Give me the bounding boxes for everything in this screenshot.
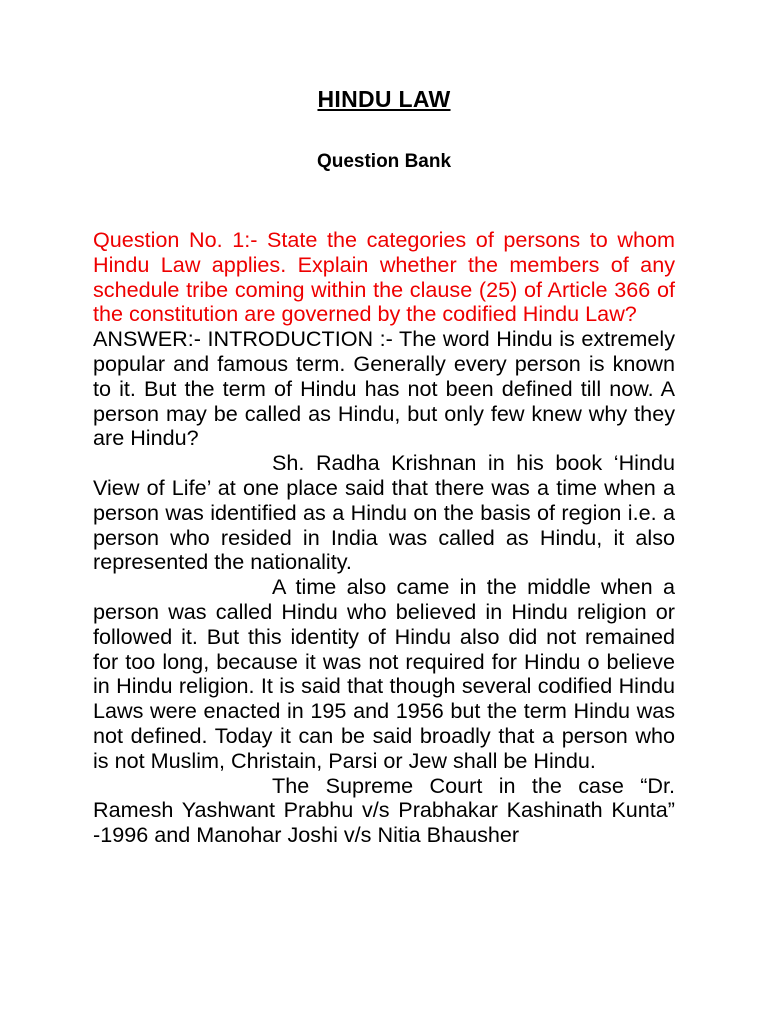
document-subtitle: Question Bank [316, 151, 452, 172]
supreme-court-paragraph: The Supreme Court in the case “Dr. Ramesh Yashwant Prabhu v/s Prabhakar Kashinath Kunta” -1996 and Manohar Joshi v/s Nitia Bhausher [93, 772, 675, 848]
answer-introduction-paragraph: ANSWER:- INTRODUCTION :- The word Hindu is extremely popular and famous term. Generally every person is known to it. But the term of Hindu has not been defined till now. A person may be called as Hindu, but only few knew why they are Hindu? [93, 326, 675, 451]
document-body [93, 228, 675, 848]
radhakrishnan-paragraph: Sh. Radha Krishnan in his book ‘Hindu View of Life’ at one place said that there was a time when a person was identified as a Hindu on the basis of region i.e. a person who resided in India was called as Hindu, it also represented the nationality. [93, 450, 675, 575]
document-title: HINDU LAW [317, 86, 451, 112]
question-text: Question No. 1:- State the categories of persons to whom Hindu Law applies. Explain whether the members of any schedule tribe coming within the clause (25) of Article 366 of the constitution are governed by the codified Hindu Law? [93, 227, 675, 327]
religion-paragraph: A time also came in the middle when a person was called Hindu who believed in Hindu religion or followed it. But this identity of Hindu also did not remained for too long, because it was not required for Hindu o believe in Hindu religion. It is said that though several codified Hindu Laws were enacted in 195 and 1956 but the term Hindu was not defined. Today it can be said broadly that a person who is not Muslim, Christain, Parsi or Jew shall be Hindu. [93, 574, 675, 773]
